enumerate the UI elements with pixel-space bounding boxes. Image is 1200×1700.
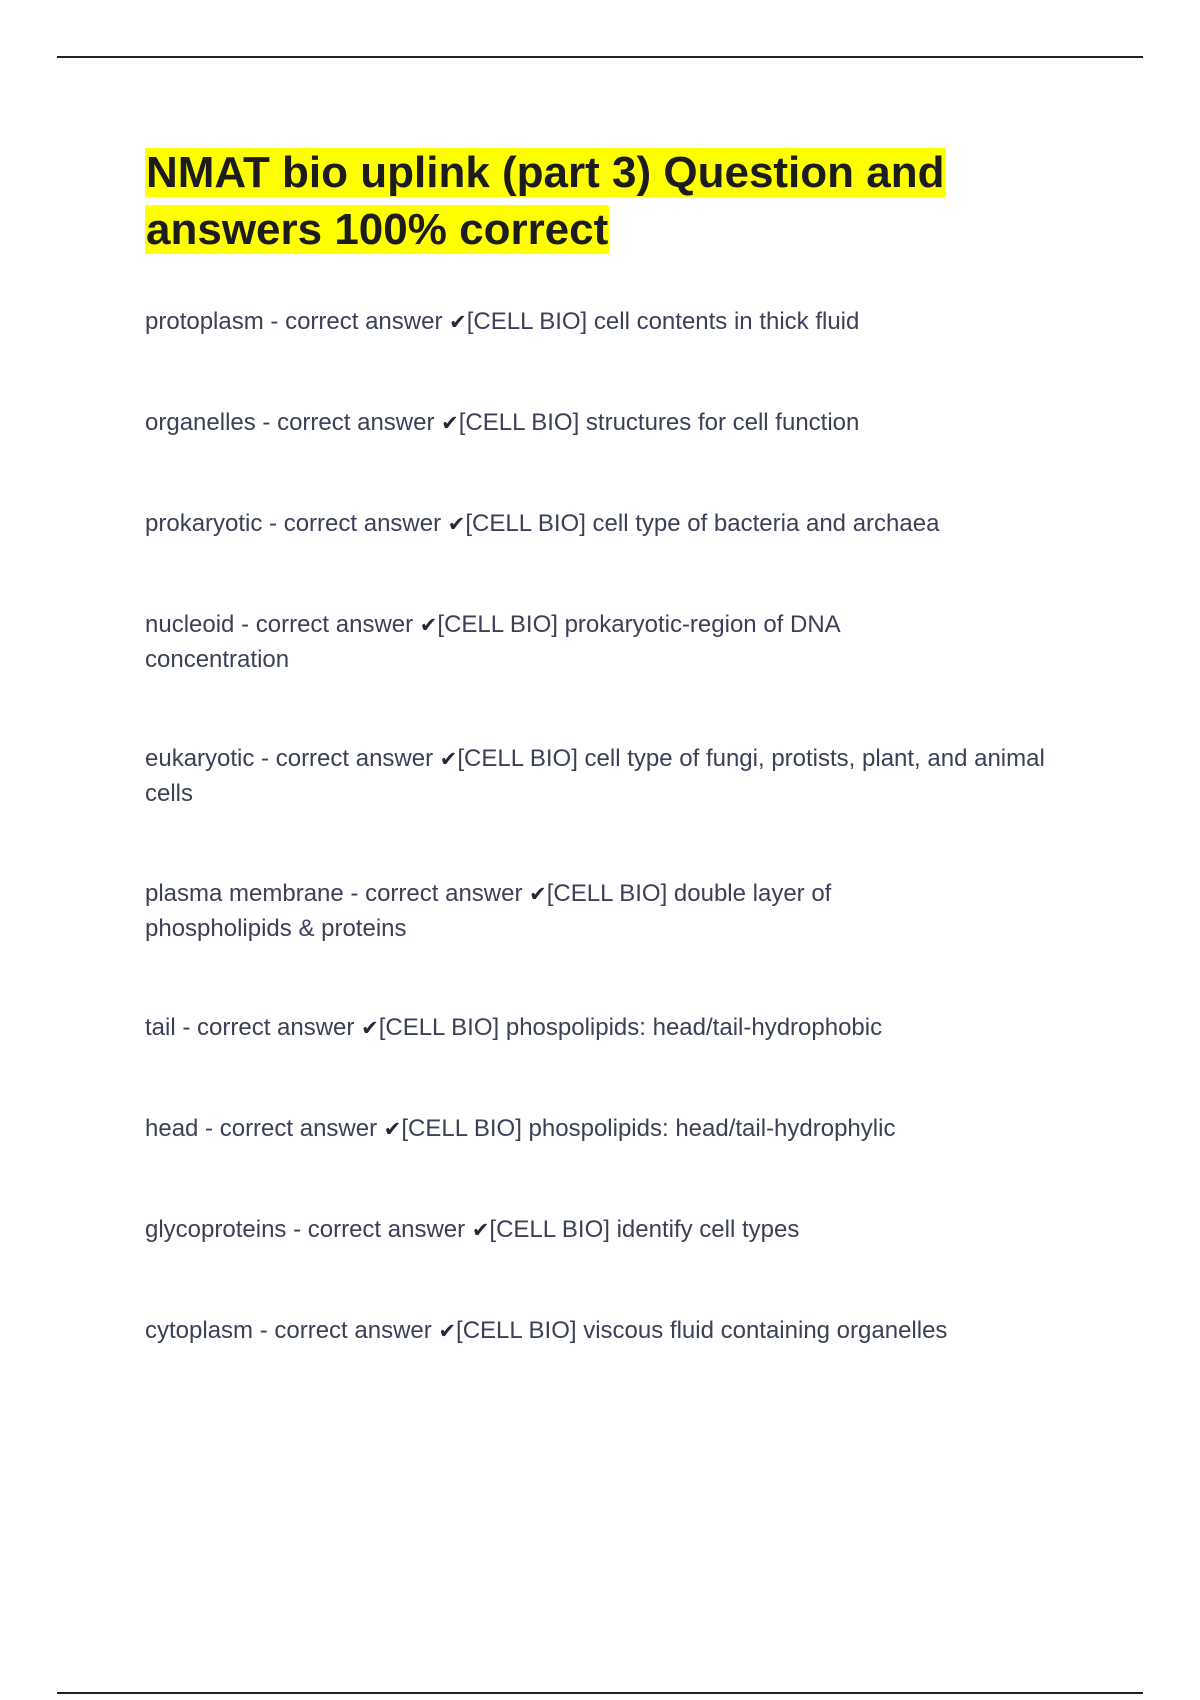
qa-term: protoplasm	[145, 308, 264, 335]
qa-item	[145, 1314, 1085, 1349]
qa-separator: - correct answer	[262, 510, 448, 537]
qa-separator: - correct answer	[234, 611, 420, 638]
qa-item	[145, 507, 1085, 542]
qa-term: cytoplasm	[145, 1317, 254, 1344]
check-mark-icon: ✔	[361, 1017, 379, 1040]
check-mark-icon: ✔	[438, 1320, 457, 1343]
check-mark-icon: ✔	[447, 513, 466, 536]
check-mark-icon: ✔	[441, 412, 459, 435]
footer-rule	[57, 1692, 1143, 1694]
qa-answer: [CELL BIO] phospolipids: head/tail-hydrophylic	[401, 1115, 896, 1142]
qa-term: nucleoid	[145, 611, 235, 638]
qa-term: organelles	[145, 409, 256, 436]
qa-answer: [CELL BIO] cell contents in thick fluid	[466, 308, 860, 335]
qa-separator: - correct answer	[286, 1216, 472, 1243]
qa-term: tail	[145, 1014, 176, 1041]
qa-term: glycoproteins	[145, 1216, 287, 1243]
qa-answer: [CELL BIO] viscous fluid containing organelles	[456, 1317, 948, 1344]
check-mark-icon: ✔	[439, 748, 458, 771]
qa-separator: - correct answer	[255, 409, 442, 436]
qa-answer: [CELL BIO] identify cell types	[489, 1216, 800, 1243]
qa-answer: [CELL BIO] cell type of fungi, protists, plant, and animal cells	[145, 745, 1045, 807]
qa-separator: - correct answer	[263, 308, 450, 335]
qa-item	[145, 305, 1085, 340]
qa-term: eukaryotic	[145, 745, 255, 772]
qa-separator: - correct answer	[254, 745, 440, 772]
qa-answer: [CELL BIO] prokaryotic-region of DNA concentration	[145, 611, 840, 673]
qa-item	[145, 1011, 1085, 1046]
qa-term: head	[145, 1115, 199, 1142]
title-highlight: NMAT bio uplink (part 3) Question and answers 100% correct	[146, 148, 945, 254]
qa-answer: [CELL BIO] phospolipids: head/tail-hydrophobic	[378, 1014, 883, 1041]
qa-item	[145, 742, 1045, 811]
qa-item	[145, 406, 1085, 441]
qa-answer: [CELL BIO] cell type of bacteria and archaea	[465, 510, 940, 537]
qa-separator: - correct answer	[175, 1014, 362, 1041]
check-mark-icon: ✔	[471, 1219, 490, 1242]
qa-item	[145, 608, 965, 677]
qa-term: prokaryotic	[145, 510, 263, 537]
qa-answer: [CELL BIO] structures for cell function	[458, 409, 860, 436]
check-mark-icon: ✔	[529, 883, 547, 906]
qa-item	[145, 1213, 1085, 1248]
qa-separator: - correct answer	[198, 1115, 384, 1142]
check-mark-icon: ✔	[383, 1118, 402, 1141]
qa-answer: [CELL BIO] double layer of phospholipids & proteins	[145, 880, 832, 942]
qa-item	[145, 1112, 1085, 1147]
document-title	[145, 144, 1045, 258]
qa-separator: - correct answer	[253, 1317, 439, 1344]
header-rule	[57, 56, 1143, 58]
qa-separator: - correct answer	[343, 880, 530, 907]
check-mark-icon: ✔	[449, 311, 467, 334]
qa-term: plasma membrane	[145, 880, 344, 907]
qa-item	[145, 877, 965, 946]
check-mark-icon: ✔	[419, 614, 438, 637]
